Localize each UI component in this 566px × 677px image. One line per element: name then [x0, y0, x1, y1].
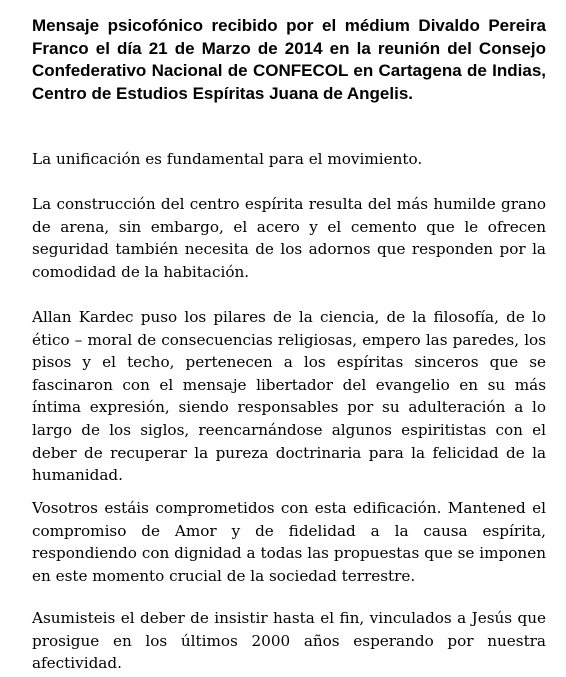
document-heading: Mensaje psicofónico recibido por el médium Divaldo Pereira Franco el día 21 de Marzo de 2014 en la reunión del Consejo Confederativo Nacional de CONFECOL en Cartagena de Indias, Centro de Estudios Espíritas Juana de Angelis. [32, 16, 546, 103]
paragraph-vosotros: Vosotros estáis comprometidos con esta edificación. Mantened el compromiso de Amor y de fidelidad a la causa espírita, respondiendo con dignidad a todas las propuestas que se imponen en este momento crucial de la sociedad terrestre. [32, 499, 546, 585]
paragraph-construccion: La construcción del centro espírita resulta del más humilde grano de arena, sin embargo, el acero y el cemento que le ofrecen seguridad también necesita de los adornos que responden por la comodidad de la habitación. [32, 195, 546, 281]
paragraph-asumisteis: Asumisteis el deber de insistir hasta el fin, vinculados a Jesús que prosigue en los últimos 2000 años esperando por nuestra afectividad. [32, 609, 546, 673]
document-page [32, 15, 546, 673]
paragraph-allan-kardec: Allan Kardec puso los pilares de la ciencia, de la filosofía, de lo ético – moral de consecuencias religiosas, empero las paredes, los pisos y el techo, pertenecen a los espíritas sinceros que se fascinaron con el mensaje libertador del evangelio en su más íntima expresión, siendo responsables por su adulteración a lo largo de los siglos, reencarnándose algunos espiritistas con el deber de recuperar la pureza doctrinaria para la felicidad de la humanidad. [32, 308, 546, 485]
paragraph-unificacion: La unificación es fundamental para el movimiento. [32, 150, 423, 168]
